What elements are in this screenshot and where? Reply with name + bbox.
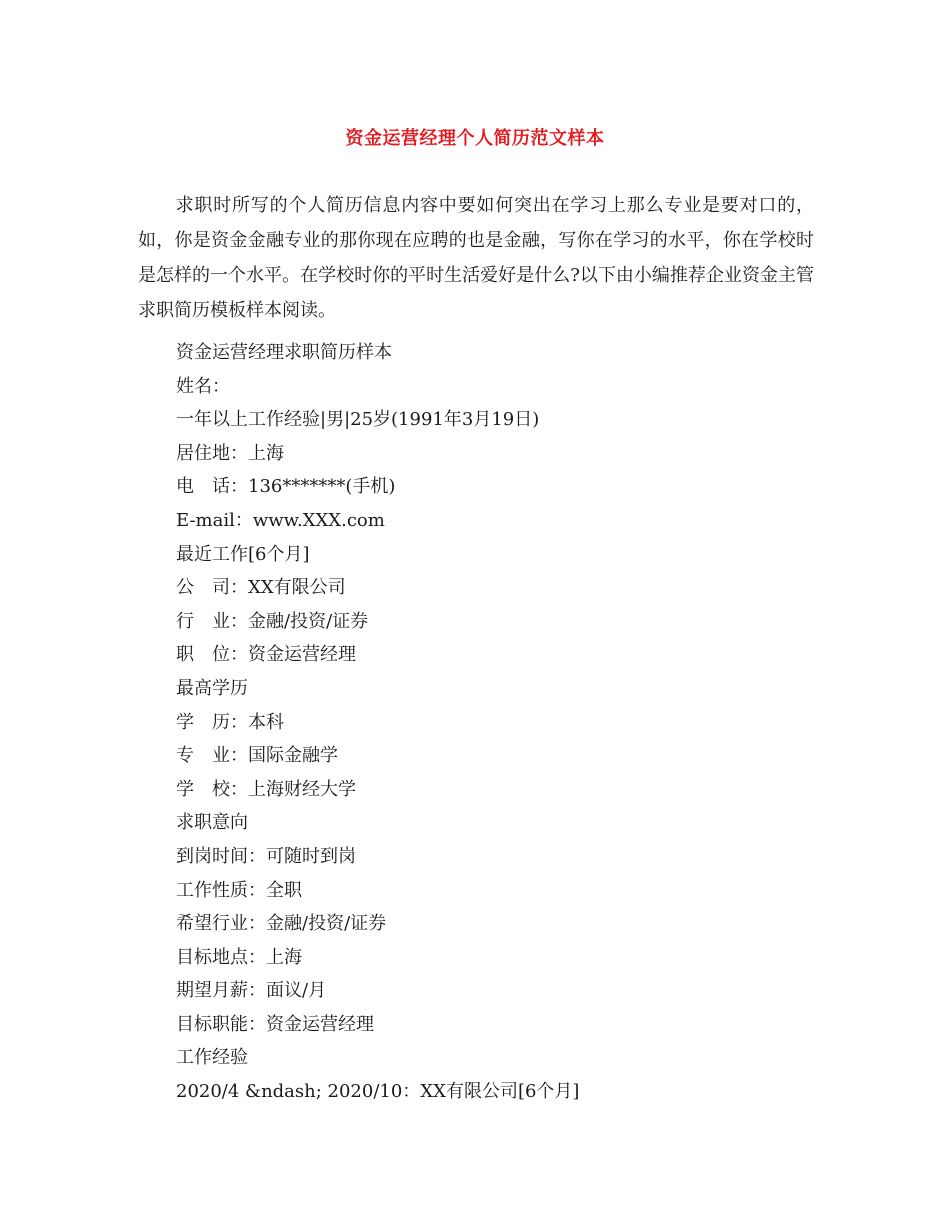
resume-line-experience-heading: 工作经验	[176, 1047, 248, 1069]
resume-line-name: 姓名：	[176, 375, 230, 397]
resume-line-major: 专 业：国际金融学	[176, 745, 338, 767]
resume-line-summary: 一年以上工作经验|男|25岁(1991年3月19日)	[176, 409, 540, 431]
resume-line-company: 公 司：XX有限公司	[176, 577, 346, 599]
resume-line-email: E-mail：www.XXX.com	[176, 509, 385, 531]
resume-line-degree: 学 历：本科	[176, 711, 284, 733]
resume-line-education-heading: 最高学历	[176, 677, 248, 699]
resume-line-location: 目标地点：上海	[176, 946, 302, 968]
resume-line-job-type: 工作性质：全职	[176, 879, 302, 901]
resume-line-salary: 期望月薪：面议/月	[176, 980, 327, 1002]
resume-line-start-time: 到岗时间：可随时到岗	[176, 845, 356, 867]
resume-line-industry: 行 业：金融/投资/证券	[176, 610, 369, 632]
resume-line-target-function: 目标职能：资金运营经理	[176, 1013, 374, 1035]
resume-line-position: 职 位：资金运营经理	[176, 644, 356, 666]
resume-line-residence: 居住地：上海	[176, 442, 284, 464]
resume-line-phone: 电 话：136*******(手机)	[176, 476, 396, 498]
resume-line-recent-work: 最近工作[6个月]	[176, 543, 310, 565]
resume-line-school: 学 校：上海财经大学	[176, 778, 356, 800]
resume-line-desired-industry: 希望行业：金融/投资/证券	[176, 913, 387, 935]
resume-line-experience-entry: 2020/4 &ndash; 2020/10：XX有限公司[6个月]	[176, 1081, 580, 1103]
intro-paragraph: 求职时所写的个人简历信息内容中要如何突出在学习上那么专业是要对口的，如，你是资金金融专业的那你现在应聘的也是金融，写你在学习的水平，你在学校时是怎样的一个水平。在学校时你的平时生活爱好是什么?以下由小编推荐企业资金主管求职简历模板样本阅读。	[138, 195, 814, 321]
document-title: 资金运营经理个人简历范文样本	[345, 128, 605, 149]
resume-line-intent-heading: 求职意向	[176, 812, 248, 834]
resume-line-heading: 资金运营经理求职简历样本	[176, 342, 392, 363]
resume-lines	[176, 336, 579, 1109]
